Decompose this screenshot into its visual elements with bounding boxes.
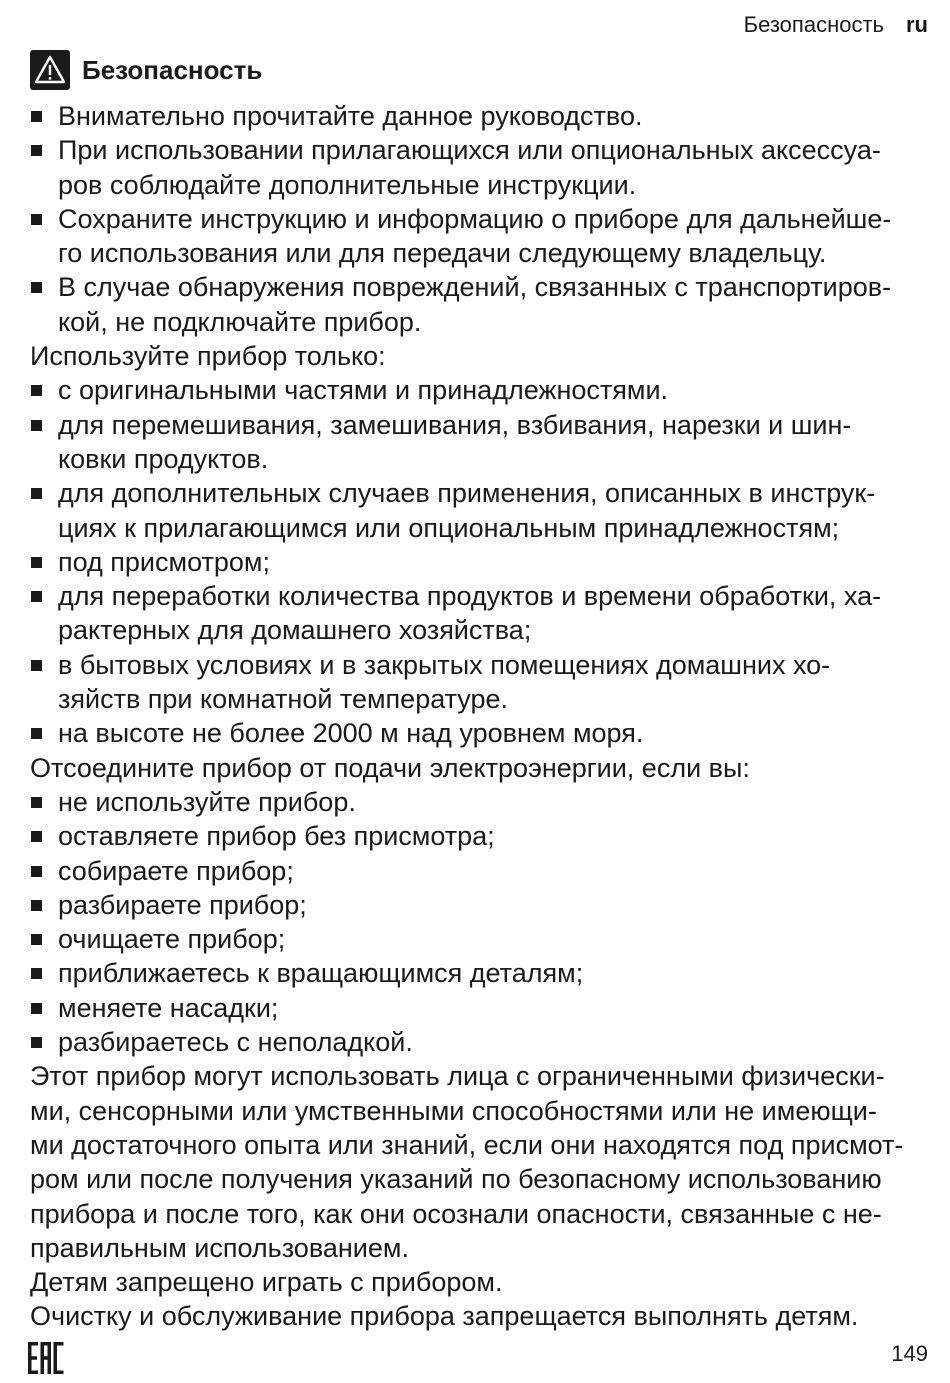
section-title: Безопасность — [82, 54, 263, 85]
list-item: очищаете прибор; — [30, 922, 930, 956]
list-item: собираете прибор; — [30, 854, 930, 888]
header-language: ru — [906, 12, 928, 37]
general-safety-list — [30, 99, 930, 339]
list-item: под присмотром; — [30, 545, 930, 579]
header-section: Безопасность — [743, 12, 884, 37]
list-item: Сохраните инструкцию и информацию о приборе для дальнейше- го использования или для передачи следующему владельцу. — [30, 202, 930, 271]
list-item: разбираетесь с неполадкой. — [30, 1025, 930, 1059]
list-item: не используйте прибор. — [30, 785, 930, 819]
safety-content — [30, 99, 930, 1334]
disconnect-label: Отсоедините прибор от подачи электроэнергии, если вы: — [30, 752, 750, 783]
use-only-label: Используйте прибор только: — [30, 341, 386, 372]
children-play-paragraph: Детям запрещено играть с прибором. — [30, 1267, 503, 1298]
eac-logo — [28, 1342, 64, 1379]
section-title-row — [30, 50, 262, 90]
list-item: При использовании прилагающихся или опциональных аксессуа- ров соблюдайте дополнительные инструкции. — [30, 133, 930, 202]
list-item: в бытовых условиях и в закрытых помещениях домашних хо- зяйств при комнатной температуре. — [30, 648, 930, 717]
disconnect-list — [30, 785, 930, 1059]
list-item: для дополнительных случаев применения, описанных в инструк- циях к прилагающимся или опциональным принадлежностям; — [30, 476, 930, 545]
list-item: разбираете прибор; — [30, 888, 930, 922]
list-item: на высоте не более 2000 м над уровнем моря. — [30, 716, 930, 750]
page-header — [744, 12, 928, 38]
list-item: приближаетесь к вращающимся деталям; — [30, 956, 930, 990]
warning-triangle-icon — [30, 50, 70, 90]
children-cleaning-paragraph: Очистку и обслуживание прибора запрещается выполнять детям. — [30, 1301, 859, 1332]
list-item: для перемешивания, замешивания, взбивания, нарезки и шин- ковки продуктов. — [30, 408, 930, 477]
list-item: Внимательно прочитайте данное руководство. — [30, 99, 930, 133]
list-item: для переработки количества продуктов и времени обработки, ха- рактерных для домашнего хозяйства; — [30, 579, 930, 648]
list-item: с оригинальными частями и принадлежностями. — [30, 373, 930, 407]
list-item: оставляете прибор без присмотра; — [30, 819, 930, 853]
list-item: В случае обнаружения повреждений, связанных с транспортиров- кой, не подключайте прибор. — [30, 270, 930, 339]
page-number: 149 — [891, 1341, 928, 1366]
list-item: меняете насадки; — [30, 991, 930, 1025]
limited-abilities-paragraph: Этот прибор могут использовать лица с ограниченными физически- ми, сенсорными или умственными способностями или не имеющи- ми достаточного опыта или знаний, если они находятся под присмот- ром или после получения указаний по безопасному использованию прибора и после того, как они осознали опасности, связанные с не- правильным использованием. — [30, 1061, 904, 1263]
intended-use-list — [30, 373, 930, 750]
